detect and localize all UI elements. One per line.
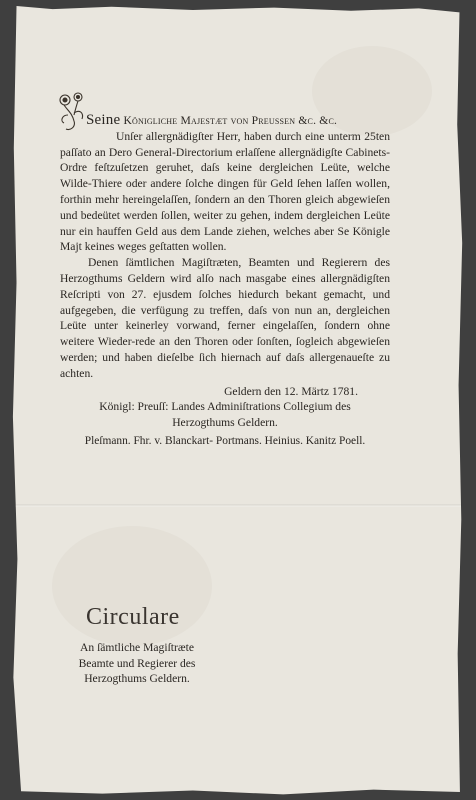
- heading-title: Königliche Majestæt von Preussen &c. &c.: [123, 114, 338, 127]
- heading-first-word: Seine: [86, 112, 121, 128]
- paragraph-decree: Unſer allergnädigſter Herr, haben durch eine unterm 25ten paſſato an Dero General-Directorium erlaſſene allergnädigſte Cabinets-Ordre feſtzuſetzen geruhet, daſs keine dergleichen Leüte, welche Wilde-Thiere oder andere ſolche dingen für Geld ſehen laſſen wollen, forthin mehr hereingelaſſen, ſondern an den Thoren gleich abgewieſen und bedeütet werden ſollen, weiter zu gehen, indem dergleichen Leüte nur ein hauffen Geld aus dem Lande ziehen, welches aber Se Königle Majt keines weges geſtatten wollen.: [60, 129, 390, 254]
- floral-ornament-icon: [56, 91, 90, 135]
- date-line: Geldern den 12. Märtz 1781.: [224, 384, 358, 398]
- authority-line-territory: Herzogthums Geldern.: [172, 416, 278, 430]
- circular-body: [60, 113, 390, 450]
- decree-heading: [60, 113, 390, 129]
- cover-addressees: An ſämtliche Magiſtræte Beamte und Regierer des Herzogthums Geldern.: [78, 641, 196, 685]
- authority-line: Königl: Preuſſ: Landes Adminiſtrations Collegium des: [99, 400, 351, 414]
- paper-fold-line: [12, 504, 464, 507]
- signatories: Pleſmann. Fhr. v. Blanckart- Portmans. Heinius. Kanitz Poell.: [84, 434, 366, 447]
- cover-title: Circulare: [86, 604, 180, 630]
- paragraph-instruction: Denen ſämtlichen Magiſtræten, Beamten und Regierern des Herzogthums Geldern wird alſo nach masgabe eines allergnädigſten Reſcripti von 27. ejusdem ſolches hiedurch bekant gemacht, und aufgegeben, die verfügung zu treffen, daſs von nun an, dergleichen Leüte unter keinerley vorwand, ferner eingelaſſen, ſondern ohne weitere Wieder-rede an den Thoren oder ſonſten, ſogleich abgewieſen werden; und haben dieſelbe ſich hiernach auf daſs allergenaueſte zu achten.: [60, 256, 390, 380]
